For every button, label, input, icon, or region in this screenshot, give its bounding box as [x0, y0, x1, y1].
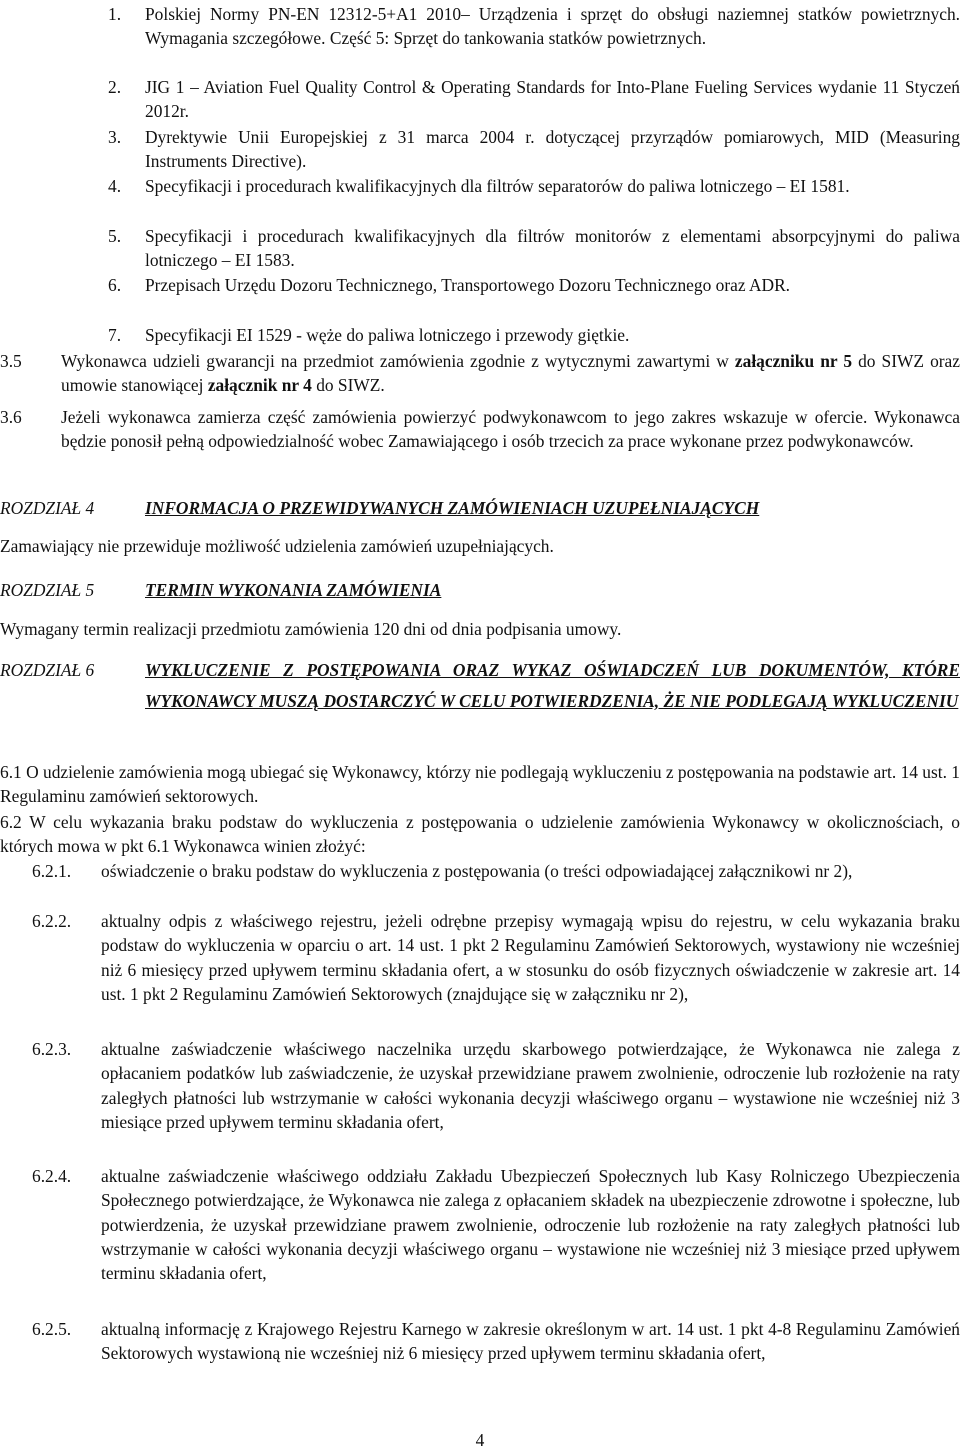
list-item — [108, 174, 960, 224]
list-item — [108, 125, 960, 174]
chapter-5-body: Wymagany termin realizacji przedmiotu zamówienia 120 dni od dnia podpisania umowy. — [0, 619, 622, 639]
list-item — [0, 1037, 960, 1164]
list-item-text: Przepisach Urzędu Dozoru Technicznego, Transportowego Dozoru Technicznego oraz ADR. — [145, 275, 791, 295]
chapter-6-heading — [0, 655, 960, 717]
list-item-number: 7. — [108, 325, 122, 345]
list-item-text: aktualne zaświadczenie właściwego oddziału Zakładu Ubezpieczeń Społecznych lub Kasy Rolniczego Ubezpieczenia Społecznego potwierdzające, że Wykonawca nie zalega z opłacaniem składek na ubezpieczenie zdrowotne i społeczne, lub potwierdzenia, że uzyskał przewidziane prawem zwolnienie, odroczenie lub rozłożenie na raty zaległych płatności lub wstrzymanie w całości wykonania decyzji właściwego organu – wystawione nie wcześniej niż 3 miesiące przed upływem terminu składania ofert, — [101, 1166, 960, 1284]
list-item-text: Dyrektywie Unii Europejskiej z 31 marca 2004 r. dotyczącej przyrządów pomiarowych, MID (Measuring Instruments Directive). — [145, 127, 960, 172]
chapter-4-heading — [0, 493, 960, 523]
list-item-number: 3. — [108, 127, 122, 147]
list-item-text: Polskiej Normy PN-EN 12312-5+A1 2010– Urządzenia i sprzęt do obsługi naziemnej statków powietrznych. Wymagania szczegółowe. Część 5: Sprzęt do tankowania statków powietrznych. — [145, 4, 960, 49]
list-item-number: 2. — [108, 77, 122, 97]
list-item — [0, 1164, 960, 1317]
list-item — [0, 859, 960, 909]
chapter-label: ROZDZIAŁ 4 — [0, 498, 95, 518]
section-3-5 — [0, 349, 960, 398]
chapter-5-heading — [0, 575, 960, 605]
section-6-2 — [0, 810, 960, 859]
attachment-4-reference: załącznik nr 4 — [207, 375, 312, 396]
list-item — [108, 273, 960, 323]
list-item-text: Specyfikacji i procedurach kwalifikacyjnych dla filtrów monitorów z elementami absorpcyjnymi do paliwa lotniczego – EI 1583. — [145, 226, 960, 271]
list-item-number: 6.2.1. — [32, 861, 72, 881]
section-number: 6.2 — [0, 812, 22, 832]
list-item-text: JIG 1 – Aviation Fuel Quality Control & Operating Standards for Into-Plane Fueling Services wydanie 11 Styczeń 2012r. — [145, 77, 960, 122]
list-item-number: 5. — [108, 226, 122, 246]
list-item-number: 6. — [108, 275, 122, 295]
chapter-label: ROZDZIAŁ 5 — [0, 580, 95, 600]
list-item-number: 6.2.5. — [32, 1319, 72, 1339]
list-item-text: oświadczenie o braku podstaw do wykluczenia z postępowania (o treści odpowiadającej załącznikowi nr 2), — [101, 861, 853, 881]
section-text-part: do SIWZ oraz umowie stanowiącej — [61, 351, 960, 396]
section-text: O udzielenie zamówienia mogą ubiegać się Wykonawcy, którzy nie podlegają wykluczeniu z postępowania na podstawie art. 14 ust. 1 Regulaminu zamówień sektorowych. — [0, 762, 960, 807]
chapter-title: WYKLUCZENIE Z POSTĘPOWANIA ORAZ WYKAZ OŚWIADCZEŃ LUB DOKUMENTÓW, KTÓRE WYKONAWCY MUSZĄ DOSTARCZYĆ W CELU POTWIERDZENIA, ŻE NIE PODLEGAJĄ WYKLUCZENIU — [145, 660, 960, 711]
list-item-text: aktualne zaświadczenie właściwego naczelnika urzędu skarbowego potwierdzające, że Wykonawca nie zalega z opłacaniem podatków lub zaświadczenie, że uzyskał przewidziane prawem zwolnienie, odroczenie lub rozłożenie na raty zaległych płatności lub wstrzymanie w całości wykonania decyzji właściwego organu – wystawione nie wcześniej niż 3 miesiące przed upływem terminu składania ofert, — [101, 1039, 960, 1132]
section-number: 6.1 — [0, 762, 22, 782]
chapter-title: INFORMACJA O PRZEWIDYWANYCH ZAMÓWIENIACH UZUPEŁNIAJĄCYCH — [145, 498, 760, 518]
section-text: W celu wykazania braku podstaw do wykluczenia z postępowania o udzielenie zamówienia Wykonawcy w okolicznościach, o których mowa w pkt 6.1 Wykonawca winien złożyć: — [0, 812, 960, 857]
chapter-4-body: Zamawiający nie przewiduje możliwość udzielenia zamówień uzupełniających. — [0, 536, 554, 556]
chapter-label: ROZDZIAŁ 6 — [0, 660, 95, 680]
standards-list — [108, 2, 960, 349]
section-text-part: Wykonawca udzieli gwarancji na przedmiot zamówienia zgodnie z wytycznymi zawartymi w — [61, 351, 735, 371]
section-number: 3.5 — [0, 351, 22, 371]
list-item-number: 6.2.4. — [32, 1166, 72, 1186]
list-item-text: Specyfikacji EI 1529 - węże do paliwa lotniczego i przewody giętkie. — [145, 325, 630, 345]
section-3-6 — [0, 405, 960, 454]
section-6-1 — [0, 760, 960, 809]
attachment-5-reference: załączniku nr 5 — [734, 351, 853, 371]
required-documents-list — [0, 859, 960, 1366]
page-number: 4 — [475, 1430, 485, 1450]
section-text: Jeżeli wykonawca zamierza część zamówienia powierzyć podwykonawcom to jego zakres wskazuje w ofercie. Wykonawca będzie ponosił pełną odpowiedzialność wobec Zamawiającego i osób trzecich za prace wykonane przez podwykonawców. — [61, 407, 960, 452]
section-text-part: do SIWZ. — [311, 375, 385, 396]
list-item — [108, 323, 960, 349]
section-number: 3.6 — [0, 407, 22, 427]
list-item-number: 4. — [108, 176, 122, 196]
list-item — [108, 224, 960, 273]
list-item-number: 6.2.3. — [32, 1039, 72, 1059]
list-item-text: aktualny odpis z właściwego rejestru, jeżeli odrębne przepisy wymagają wpisu do rejestru, w celu wykazania braku podstaw do wykluczenia w oparciu o art. 14 ust. 1 pkt 2 Regulaminu Zamówień Sektorowych, wystawiony nie wcześniej niż 6 miesięcy przed upływem terminu składania ofert, a w stosunku do osób fizycznych oświadczenie w zakresie art. 14 ust. 1 pkt 2 Regulaminu Zamówień Sektorowych (znajdujące się w załączniku nr 2), — [101, 911, 960, 1004]
list-item — [108, 2, 960, 75]
list-item-text: Specyfikacji i procedurach kwalifikacyjnych dla filtrów separatorów do paliwa lotniczego – EI 1581. — [145, 176, 850, 196]
list-item-text: aktualną informację z Krajowego Rejestru Karnego w zakresie określonym w art. 14 ust. 1 pkt 4-8 Regulaminu Zamówień Sektorowych wystawioną nie wcześniej niż 6 miesięcy przed upływem terminu składania ofert, — [101, 1319, 960, 1364]
list-item — [108, 75, 960, 125]
list-item-number: 6.2.2. — [32, 911, 72, 931]
list-item — [0, 909, 960, 1037]
list-item — [0, 1317, 960, 1366]
chapter-title: TERMIN WYKONANIA ZAMÓWIENIA — [145, 580, 442, 600]
list-item-number: 1. — [108, 4, 122, 24]
